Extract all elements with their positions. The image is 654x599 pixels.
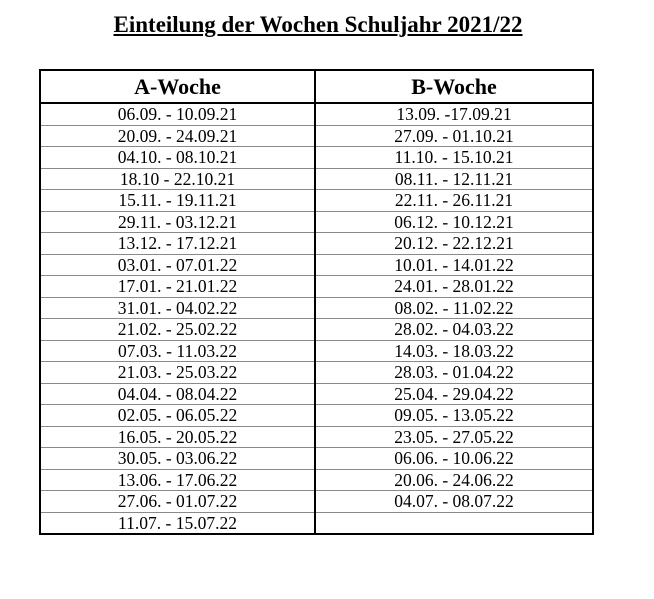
week-cell-b: 27.09. - 01.10.21 [315, 125, 593, 147]
week-cell-a: 02.05. - 06.05.22 [40, 405, 315, 427]
table-row [40, 512, 593, 534]
table-row [40, 254, 593, 276]
table-row [40, 233, 593, 255]
week-cell-a: 21.03. - 25.03.22 [40, 362, 315, 384]
week-cell-b: 06.12. - 10.12.21 [315, 211, 593, 233]
week-cell-a: 07.03. - 11.03.22 [40, 340, 315, 362]
table-row [40, 319, 593, 341]
header-row [40, 70, 593, 103]
week-schedule-table [39, 69, 594, 535]
table-row [40, 211, 593, 233]
week-cell-a: 16.05. - 20.05.22 [40, 426, 315, 448]
week-cell-b: 06.06. - 10.06.22 [315, 448, 593, 470]
week-cell-a: 27.06. - 01.07.22 [40, 491, 315, 513]
week-cell-b: 28.02. - 04.03.22 [315, 319, 593, 341]
table-header [40, 70, 593, 103]
week-cell-b: 25.04. - 29.04.22 [315, 383, 593, 405]
week-cell-a: 13.06. - 17.06.22 [40, 469, 315, 491]
table-row [40, 362, 593, 384]
table-row [40, 297, 593, 319]
table-body [40, 103, 593, 534]
table-row [40, 469, 593, 491]
table-row [40, 448, 593, 470]
document-title: Einteilung der Wochen Schuljahr 2021/22 [113, 12, 523, 37]
week-cell-b: 08.02. - 11.02.22 [315, 297, 593, 319]
week-cell-b: 11.10. - 15.10.21 [315, 147, 593, 169]
column-header-b-week: B-Woche [315, 70, 593, 103]
week-cell-b: 28.03. - 01.04.22 [315, 362, 593, 384]
week-cell-b: 09.05. - 13.05.22 [315, 405, 593, 427]
week-cell-a: 04.10. - 08.10.21 [40, 147, 315, 169]
table-row [40, 491, 593, 513]
week-cell-b: 23.05. - 27.05.22 [315, 426, 593, 448]
table-row [40, 405, 593, 427]
week-cell-b: 04.07. - 08.07.22 [315, 491, 593, 513]
week-cell-b [315, 512, 593, 534]
week-cell-b: 22.11. - 26.11.21 [315, 190, 593, 212]
week-cell-a: 13.12. - 17.12.21 [40, 233, 315, 255]
week-cell-a: 30.05. - 03.06.22 [40, 448, 315, 470]
week-cell-a: 03.01. - 07.01.22 [40, 254, 315, 276]
week-cell-a: 21.02. - 25.02.22 [40, 319, 315, 341]
week-cell-a: 11.07. - 15.07.22 [40, 512, 315, 534]
week-cell-a: 18.10 - 22.10.21 [40, 168, 315, 190]
column-header-a-week: A-Woche [40, 70, 315, 103]
week-cell-a: 31.01. - 04.02.22 [40, 297, 315, 319]
week-cell-a: 17.01. - 21.01.22 [40, 276, 315, 298]
week-cell-a: 04.04. - 08.04.22 [40, 383, 315, 405]
table-row [40, 147, 593, 169]
week-cell-a: 06.09. - 10.09.21 [40, 103, 315, 125]
week-cell-a: 20.09. - 24.09.21 [40, 125, 315, 147]
week-cell-b: 13.09. -17.09.21 [315, 103, 593, 125]
week-cell-b: 14.03. - 18.03.22 [315, 340, 593, 362]
week-cell-a: 15.11. - 19.11.21 [40, 190, 315, 212]
week-cell-b: 20.12. - 22.12.21 [315, 233, 593, 255]
table-row [40, 190, 593, 212]
week-cell-a: 29.11. - 03.12.21 [40, 211, 315, 233]
week-cell-b: 10.01. - 14.01.22 [315, 254, 593, 276]
table-row [40, 383, 593, 405]
week-cell-b: 24.01. - 28.01.22 [315, 276, 593, 298]
table-row [40, 340, 593, 362]
table-row [40, 276, 593, 298]
table-row [40, 168, 593, 190]
table-row [40, 125, 593, 147]
table-row [40, 103, 593, 125]
week-cell-b: 08.11. - 12.11.21 [315, 168, 593, 190]
table-row [40, 426, 593, 448]
week-cell-b: 20.06. - 24.06.22 [315, 469, 593, 491]
